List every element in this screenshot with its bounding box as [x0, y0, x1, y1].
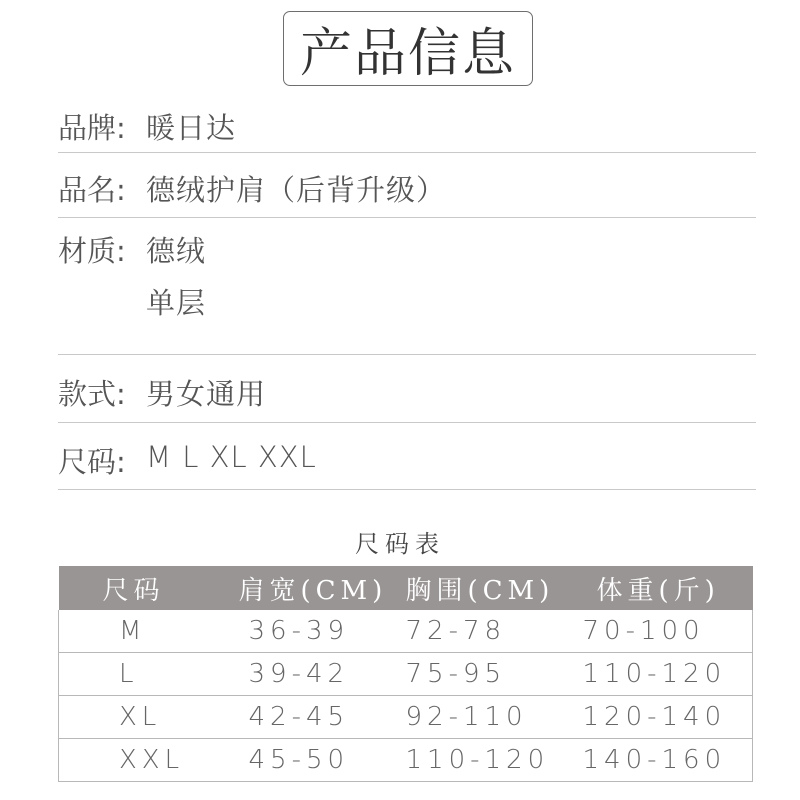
table-cell: 140-160 — [579, 739, 753, 782]
table-row — [59, 739, 753, 782]
product-name-label: 品名: — [58, 173, 126, 207]
table-cell: 45-50 — [219, 739, 394, 782]
table-cell: 110-120 — [579, 653, 753, 696]
material-row — [58, 229, 756, 319]
table-cell: 110-120 — [394, 739, 579, 782]
table-row — [59, 653, 753, 696]
table-row — [59, 610, 753, 653]
size-chart-header-row — [59, 566, 753, 610]
divider — [58, 489, 756, 490]
style-value: 男女通用 — [146, 377, 267, 411]
product-name-row — [58, 168, 756, 207]
material-label: 材质: — [58, 234, 126, 268]
page-title: 产品信息 — [283, 11, 533, 86]
table-cell: M — [59, 610, 219, 653]
table-cell: 70-100 — [579, 610, 753, 653]
table-cell: 42-45 — [219, 696, 394, 739]
divider — [58, 152, 756, 153]
brand-value: 暖日达 — [146, 111, 237, 145]
style-label: 款式: — [58, 377, 126, 411]
divider — [58, 217, 756, 218]
table-cell: 72-78 — [394, 610, 579, 653]
size-chart-header-cell: 尺码 — [59, 566, 219, 610]
table-row — [59, 696, 753, 739]
table-cell: 39-42 — [219, 653, 394, 696]
table-cell: 92-110 — [394, 696, 579, 739]
size-label: 尺码: — [58, 445, 126, 479]
size-value: M L XL XXL — [146, 440, 317, 474]
table-cell: 75-95 — [394, 653, 579, 696]
table-cell: XXL — [59, 739, 219, 782]
material-value-line2: 单层 — [146, 286, 207, 320]
table-cell: L — [59, 653, 219, 696]
size-chart-table — [58, 566, 753, 782]
material-value-line1: 德绒 — [146, 234, 207, 268]
size-row — [58, 440, 756, 479]
divider — [58, 422, 756, 423]
size-chart-header-cell: 肩宽(CM) — [219, 566, 394, 610]
size-chart-caption: 尺码表 — [355, 530, 445, 558]
table-cell: 36-39 — [219, 610, 394, 653]
divider — [58, 354, 756, 355]
brand-row — [58, 106, 756, 145]
product-name-value: 德绒护肩（后背升级） — [146, 173, 447, 207]
table-cell: 120-140 — [579, 696, 753, 739]
brand-label: 品牌: — [58, 111, 126, 145]
size-chart-header-cell: 胸围(CM) — [394, 566, 579, 610]
style-row — [58, 372, 756, 411]
size-chart-header-cell: 体重(斤) — [579, 566, 753, 610]
table-cell: XL — [59, 696, 219, 739]
